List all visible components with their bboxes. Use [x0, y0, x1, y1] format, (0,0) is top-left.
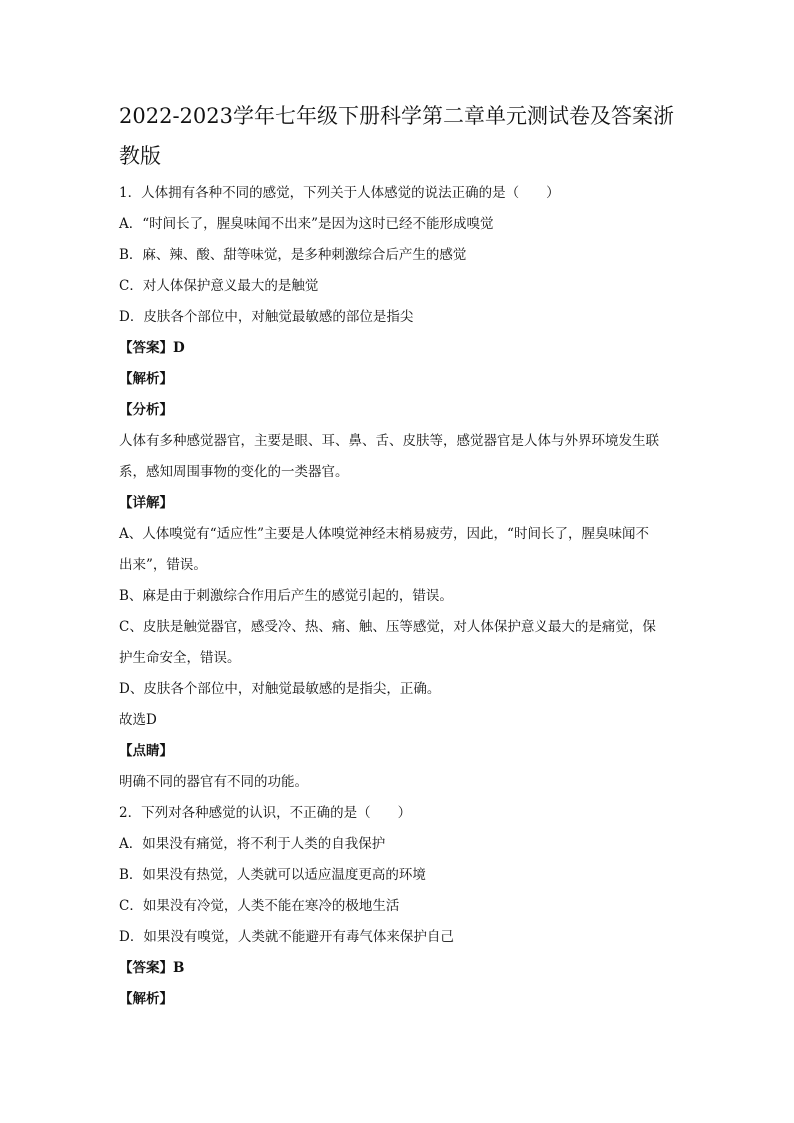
q1-analysis-heading: 【解析】: [119, 371, 173, 387]
q2-stem: 2．下列对各种感觉的认识，不正确的是（ ）: [119, 805, 412, 821]
q1-option-a: A．“时间长了，腥臭味闻不出来”是因为这时已经不能形成嗅觉: [119, 216, 494, 232]
document-title-line1: 2022-2023学年七年级下册科学第二章单元测试卷及答案浙: [119, 104, 674, 128]
q1-option-c: C．对人体保护意义最大的是触觉: [119, 278, 319, 294]
q2-option-c: C．如果没有冷觉，人类不能在寒冷的极地生活: [119, 898, 400, 914]
q1-comment: 明确不同的器官有不同的功能。: [119, 774, 308, 790]
q1-stem: 1．人体拥有各种不同的感觉，下列关于人体感觉的说法正确的是（ ）: [119, 185, 560, 201]
q2-answer: 【答案】B: [119, 960, 185, 976]
q1-detail-b: B、麻是由于刺激综合作用后产生的感觉引起的，错误。: [119, 588, 453, 604]
q1-detail-c-line1: C、皮肤是触觉器官，感受冷、热、痛、触、压等感觉，对人体保护意义最大的是痛觉，保: [119, 619, 656, 635]
q1-detail-a-line1: A、人体嗅觉有“适应性”主要是人体嗅觉神经末梢易疲劳，因此，“时间长了，腥臭味闻不: [119, 526, 649, 542]
q2-option-b: B．如果没有热觉，人类就可以适应温度更高的环境: [119, 867, 426, 883]
q1-choose: 故选D: [119, 712, 157, 728]
q1-fenxi-line1: 人体有多种感觉器官，主要是眼、耳、鼻、舌、皮肤等，感觉器官是人体与外界环境发生联: [119, 433, 659, 449]
q1-fenxi-heading: 【分析】: [119, 402, 173, 418]
q1-fenxi-line2: 系，感知周围事物的变化的一类器官。: [119, 464, 349, 480]
q2-option-d: D．如果没有嗅觉，人类就不能避开有毒气体来保护自己: [119, 929, 454, 945]
q2-analysis-heading: 【解析】: [119, 991, 173, 1007]
q1-detail-d: D、皮肤各个部位中，对触觉最敏感的是指尖，正确。: [119, 681, 441, 697]
q1-option-d: D．皮肤各个部位中，对触觉最敏感的部位是指尖: [119, 309, 414, 325]
q1-comment-heading: 【点睛】: [119, 743, 173, 759]
q1-answer: 【答案】D: [119, 340, 185, 356]
q1-option-b: B．麻、辣、酸、甜等味觉，是多种刺激综合后产生的感觉: [119, 247, 467, 263]
q2-option-a: A．如果没有痛觉，将不利于人类的自我保护: [119, 836, 386, 852]
q1-detail-heading: 【详解】: [119, 495, 173, 511]
q1-detail-a-line2: 出来”，错误。: [119, 557, 207, 573]
document-page: [119, 96, 679, 1015]
document-title-line2: 教版: [119, 144, 161, 168]
q1-detail-c-line2: 护生命安全，错误。: [119, 650, 241, 666]
